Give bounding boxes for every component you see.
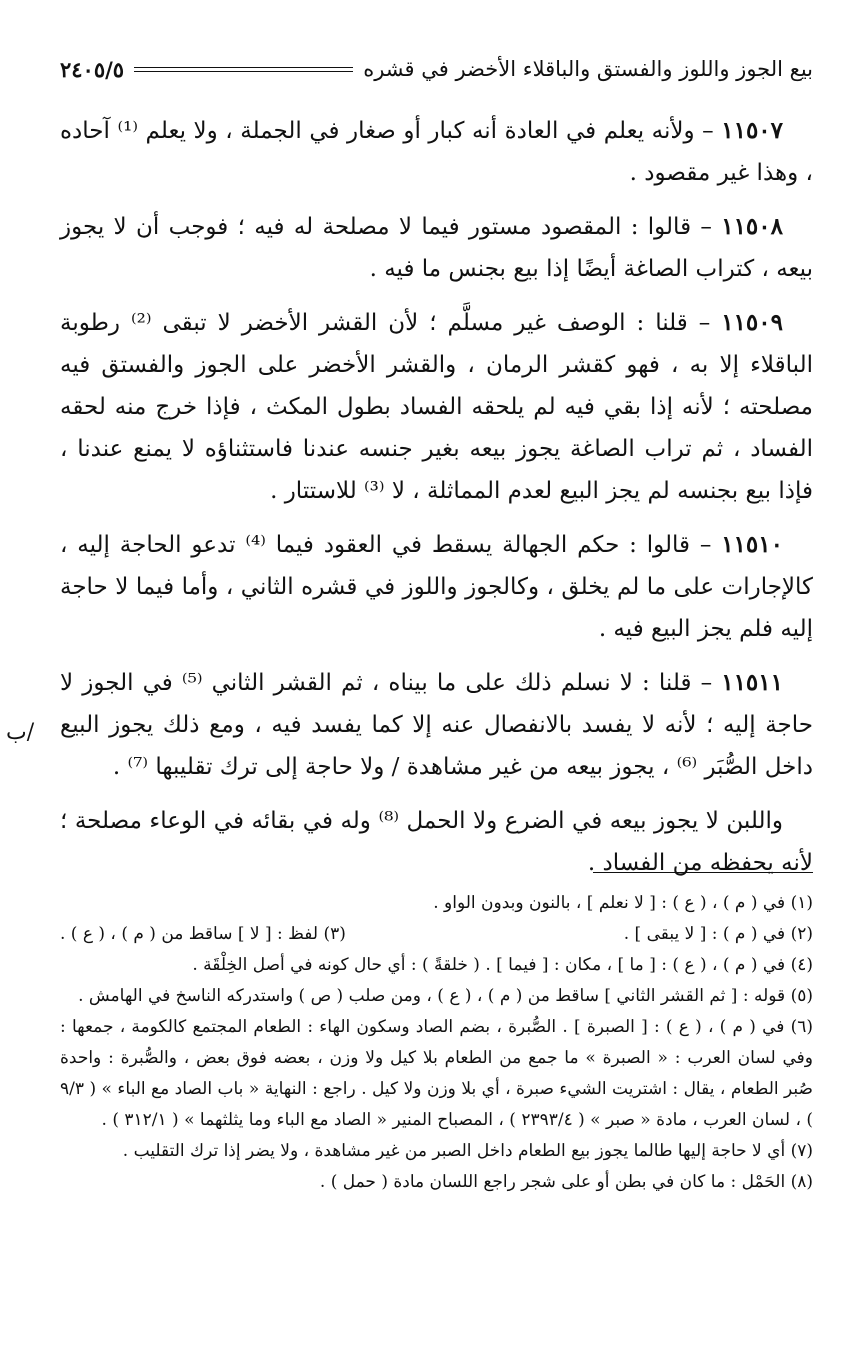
paragraph-text: – قلنا : لا نسلم ذلك على ما بيناه ، ثم القشر الثاني ⁽⁵⁾ في الجوز لا حاجة إليه ؛ لأنه لا يفسد بالانفصال عنه إلا كما يفسد فيه ، ومع ذلك يجوز البيع داخل الصُّبَر ⁽⁶⁾ ، يجوز بيعه من غير مشاهدة / ولا حاجة إلى ترك تقليبها ⁽⁷⁾ . xyxy=(60,670,813,780)
footnote-5: (٥) قوله : [ ثم القشر الثاني ] ساقط من ( م ) ، ( ع ) ، ومن صلب ( ص ) واستدركه الناسخ في الهامش . xyxy=(78,986,813,1006)
paragraph-11507 xyxy=(60,110,813,194)
paragraph-11510 xyxy=(60,524,813,650)
paragraph-11508 xyxy=(60,206,813,290)
page-number: ٢٤٠٥/٥ xyxy=(60,56,125,82)
paragraph-number: ١١٥٠٩ xyxy=(721,309,783,336)
footnote-1: (١) في ( م ) ، ( ع ) : [ لا نعلم ] ، بالنون وبدون الواو . xyxy=(433,893,813,913)
paragraph-text: – ولأنه يعلم في العادة أنه كبار أو صغار في الجملة ، ولا يعلم ⁽¹⁾ آحاده ، وهذا غير مقصود . xyxy=(60,118,813,186)
paragraph-text: – قالوا : المقصود مستور فيما لا مصلحة له فيه ؛ فوجب أن لا يجوز بيعه ، كتراب الصاغة أيضًا إذا بيع بجنس ما فيه . xyxy=(60,214,813,282)
paragraph-number: ١١٥٠٧ xyxy=(721,117,784,144)
paragraph-text: – قلنا : الوصف غير مسلَّم ؛ لأن القشر الأخضر لا تبقى ⁽²⁾ رطوبة الباقلاء إلا به ، فهو كقشر الرمان ، والقشر الأخضر على الجوز والفستق فيه مصلحته ؛ لأنه إذا بقي فيه لم يلحقه الفساد بطول المكث ، فإذا خرج منه لحقه الفساد ، ثم تراب الصاغة يجوز بيعه بغير جنسه عندنا فاستثناؤه لا يمنع عندنا ، فإذا بيع بجنسه لم يجز البيع لعدم المماثلة ، لا ⁽³⁾ للاستتار . xyxy=(60,310,813,504)
footnote-4: (٤) في ( م ) ، ( ع ) : [ ما ] ، مكان : [ فيما ] . ( خلقةً ) : أي حال كونه في أصل الخِلْقَة . xyxy=(192,955,813,975)
footnotes xyxy=(60,888,813,1198)
footnote-separator xyxy=(593,872,813,873)
paragraph-11511 xyxy=(60,662,813,788)
paragraph-number: ١١٥٠٨ xyxy=(721,213,783,240)
footnote-8: (٨) الحَمْل : ما كان في بطن أو على شجر راجع اللسان مادة ( حمل ) . xyxy=(319,1172,813,1192)
header-rule xyxy=(134,67,353,72)
footnote-2: (٢) في ( م ) : [ لا يبقى ] . xyxy=(623,924,813,944)
manuscript-folio-marker: /ب xyxy=(6,720,35,745)
footnote-3: (٣) لفظ : [ لا ] ساقط من ( م ) ، ( ع ) . xyxy=(60,924,346,944)
header-title: بيع الجوز واللوز والفستق والباقلاء الأخضر في قشره xyxy=(363,57,813,81)
footnote-row xyxy=(60,919,813,950)
footnote-7: (٧) أي لا حاجة إليها طالما يجوز بيع الطعام داخل الصبر من غير مشاهدة ، ولا يضر إذا ترك التقليب . xyxy=(122,1141,813,1161)
paragraph-text: – قالوا : حكم الجهالة يسقط في العقود فيما ⁽⁴⁾ تدعو الحاجة إليه ، كالإجارات على ما لم يخلق ، وكالجوز واللوز في قشره الثاني ، وأما فيما لا حاجة إليه فلم يجز البيع فيه . xyxy=(60,532,813,642)
paragraph-number: ١١٥١٠ xyxy=(721,531,783,558)
paragraph-text: واللبن لا يجوز بيعه في الضرع ولا الحمل ⁽⁸⁾ وله في بقائه في الوعاء مصلحة ؛ لأنه يحفظه من الفساد . xyxy=(60,808,813,876)
main-text xyxy=(60,110,813,896)
running-header xyxy=(60,52,813,86)
paragraph-number: ١١٥١١ xyxy=(721,669,783,696)
footnote-6: (٦) في ( م ) ، ( ع ) : [ الصبرة ] . الصُّبرة ، بضم الصاد وسكون الهاء : الطعام المجتمع كالكومة ، جمعها : وفي لسان العرب : « الصبرة » ما جمع من الطعام بلا كيل ولا وزن ، بعضه فوق بعض ، والصُّبرة : واحدة صُبر الطعام ، يقال : اشتريت الشيء صبرة ، أي بلا وزن ولا كيل . راجع : النهاية « باب الصاد مع الباء » ( ٩/٣ ) ، لسان العرب ، مادة « صبر » ( ٢٣٩٣/٤ ) ، المصباح المنير « الصاد مع الباء وما يثلثهما » ( ٣١٢/١ ) . xyxy=(60,1017,813,1130)
paragraph-11509 xyxy=(60,302,813,512)
